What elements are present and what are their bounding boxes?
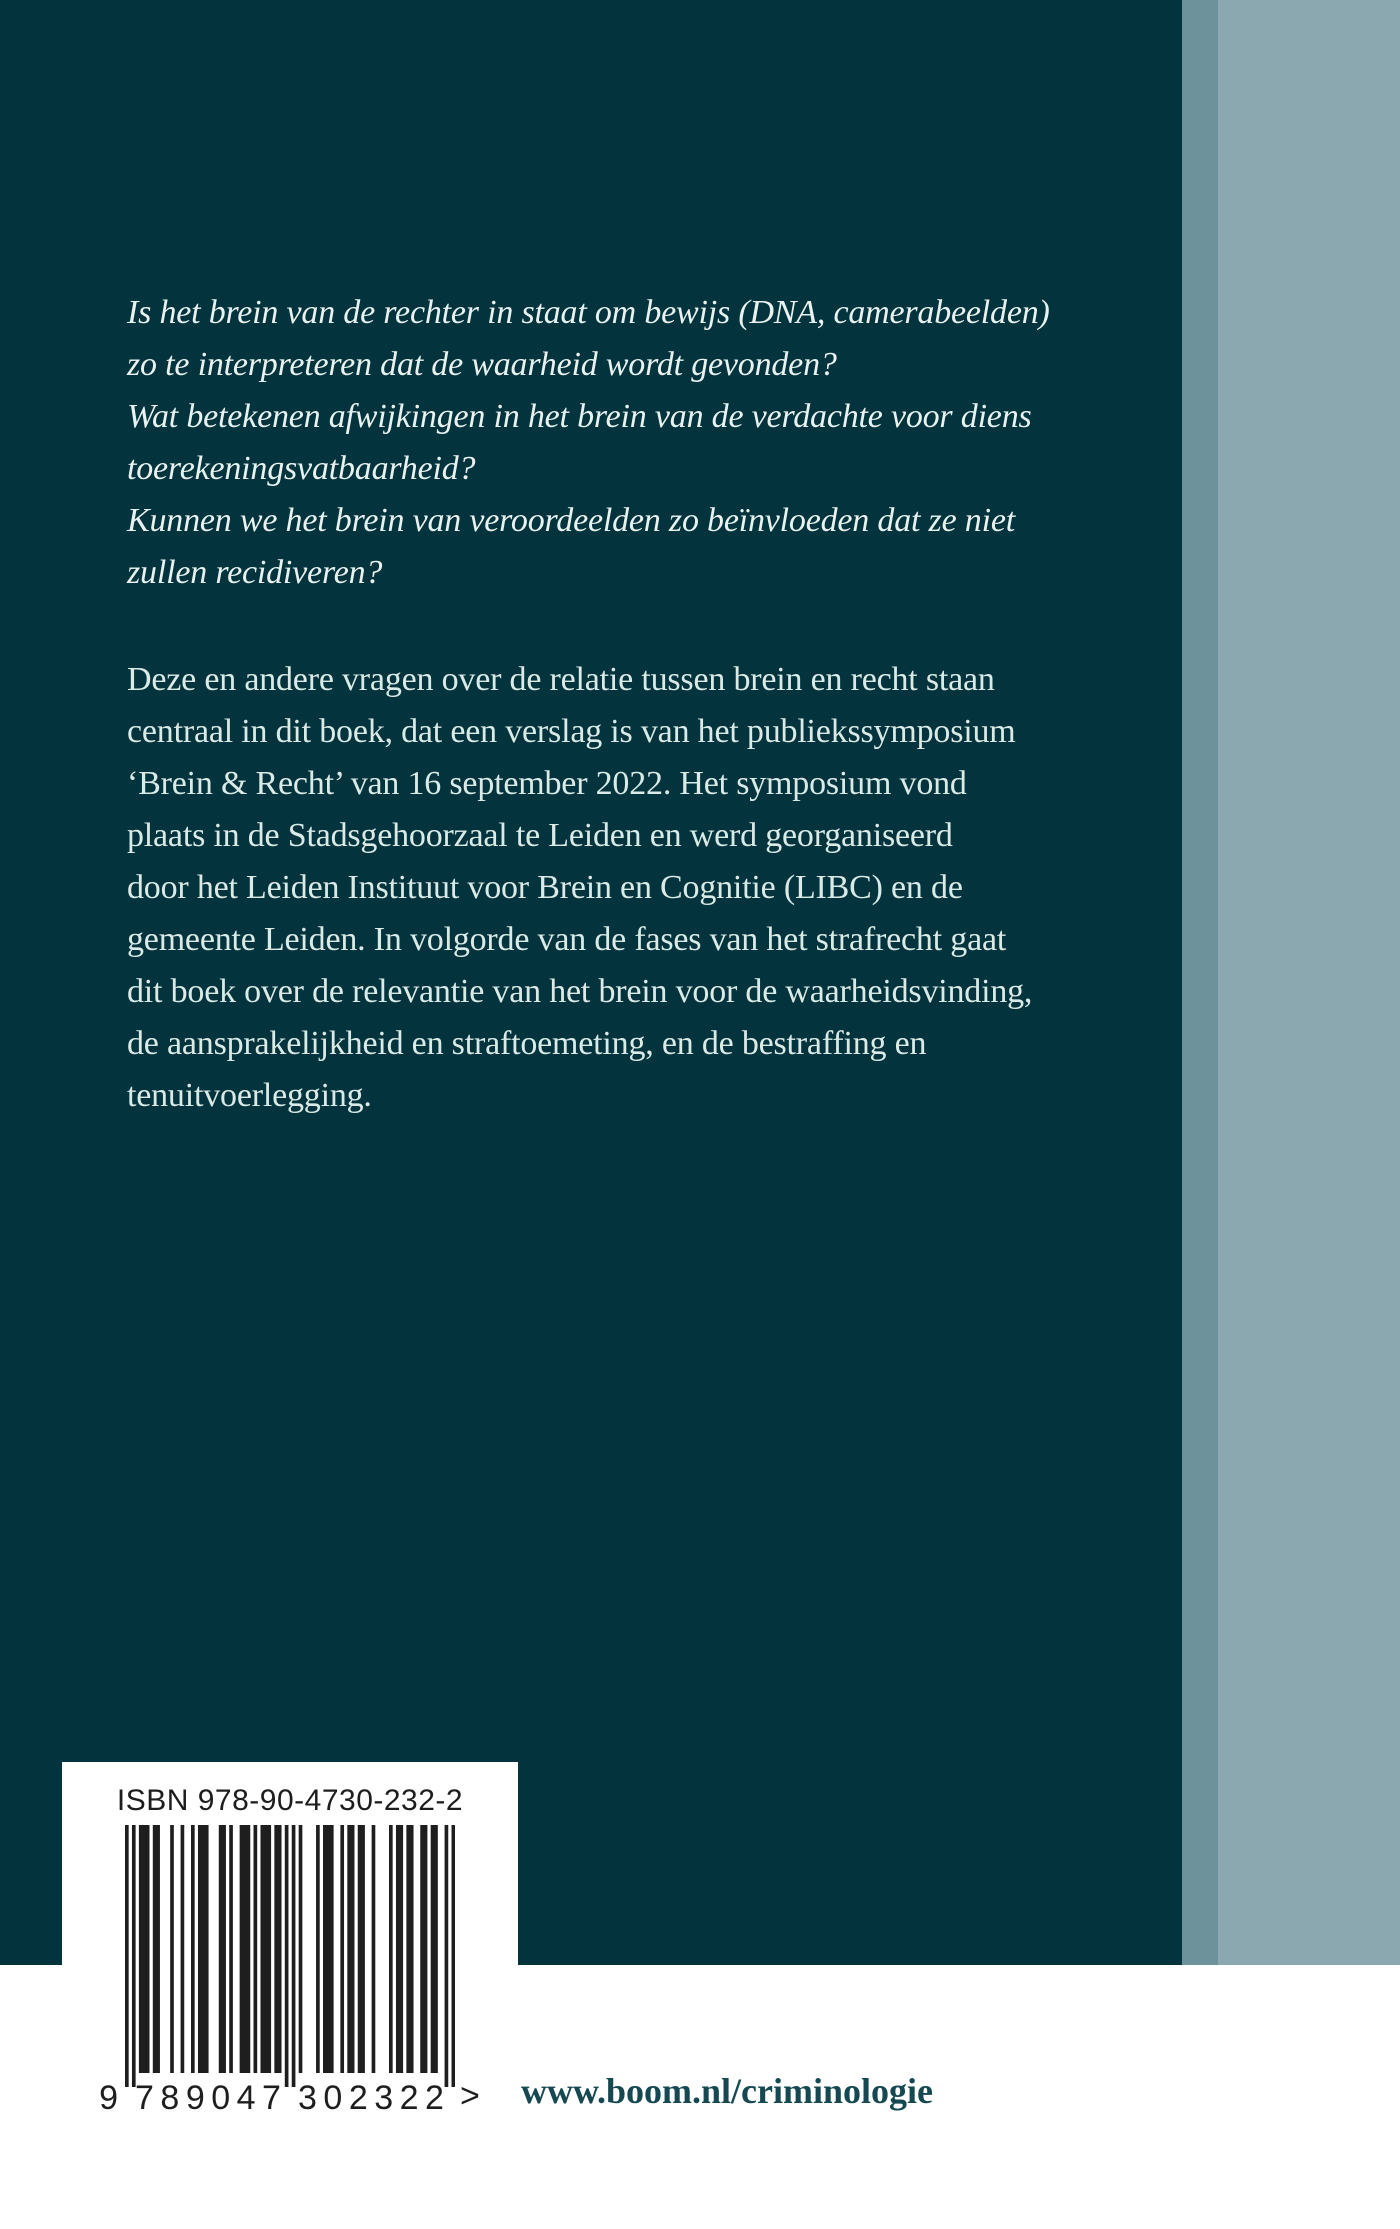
- publisher-url: www.boom.nl/criminologie: [521, 2071, 933, 2111]
- description-line: centraal in dit boek, dat een verslag is van het publiekssymposium: [127, 713, 1016, 750]
- description-line: tenuitvoerlegging.: [127, 1077, 372, 1114]
- cover-description-block: [127, 654, 1032, 1122]
- cover-questions-block: [127, 287, 1050, 599]
- question-line: Is het brein van de rechter in staat om bewijs (DNA, camerabeelden): [127, 294, 1050, 331]
- question-line: toerekeningsvatbaarheid?: [127, 450, 476, 487]
- ean13-barcode: [125, 1825, 455, 2087]
- question-line: Wat betekenen afwijkingen in het brein van de verdachte voor diens: [127, 398, 1032, 435]
- description-line: gemeente Leiden. In volgorde van de fases van het strafrecht gaat: [127, 921, 1007, 958]
- barcode-trailer: >: [460, 2077, 480, 2115]
- description-line: door het Leiden Instituut voor Brein en Cognitie (LIBC) en de: [127, 869, 963, 906]
- description-line: plaats in de Stadsgehoorzaal te Leiden en werd georganiseerd: [127, 817, 953, 854]
- spine-stripe-light: [1218, 0, 1400, 1965]
- question-line: Kunnen we het brein van veroordeelden zo beïnvloeden dat ze niet: [127, 502, 1015, 539]
- description-line: ‘Brein & Recht’ van 16 september 2022. Het symposium vond: [127, 765, 967, 802]
- description-line: Deze en andere vragen over de relatie tussen brein en recht staan: [127, 661, 995, 698]
- description-line: de aansprakelijkheid en straftoemeting, en de bestraffing en: [127, 1025, 927, 1062]
- isbn-box: [62, 1762, 518, 2182]
- isbn-label: ISBN 978-90-4730-232-2: [116, 1784, 464, 1817]
- question-line: zo te interpreteren dat de waarheid wordt gevonden?: [127, 346, 837, 383]
- description-line: dit boek over de relevantie van het brein voor de waarheidsvinding,: [127, 973, 1033, 1010]
- barcode-digit-group: 789047: [135, 2079, 288, 2117]
- spine-stripe-medium: [1182, 0, 1218, 1965]
- question-line: zullen recidiveren?: [127, 554, 383, 591]
- barcode-digit-group: 302322: [298, 2079, 451, 2117]
- barcode-digit-first: 9: [99, 2079, 118, 2117]
